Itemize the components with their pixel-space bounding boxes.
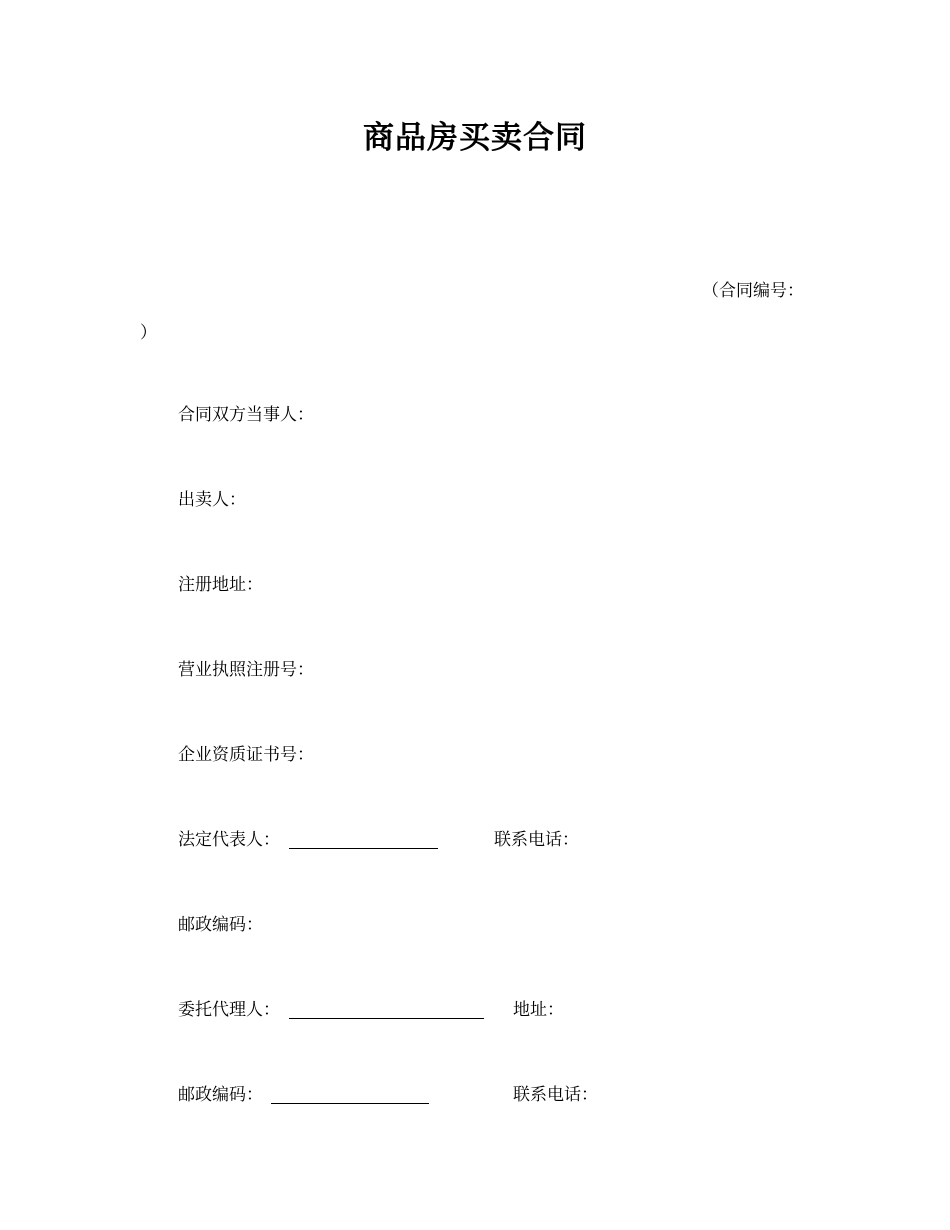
- legal-rep-blank-line[interactable]: [289, 830, 438, 849]
- agent-address-label: 地址：: [513, 1000, 564, 1020]
- agent-blank-line[interactable]: [289, 1000, 484, 1019]
- parties-heading: 合同双方当事人：: [178, 405, 314, 425]
- agent-label: 委托代理人：: [178, 1000, 280, 1020]
- registered-address-label: 注册地址：: [178, 575, 263, 595]
- agent-postal-code-blank-line[interactable]: [271, 1085, 429, 1104]
- postal-code-label: 邮政编码：: [178, 915, 263, 935]
- agent-phone-label: 联系电话：: [513, 1085, 598, 1105]
- contract-number-close: ）: [140, 323, 157, 343]
- legal-rep-phone-label: 联系电话：: [494, 830, 579, 850]
- document-title: 商品房买卖合同: [363, 120, 587, 156]
- contract-number-label: （合同编号：: [702, 281, 804, 301]
- agent-postal-code-label: 邮政编码：: [178, 1085, 263, 1105]
- qualification-cert-label: 企业资质证书号：: [178, 745, 314, 765]
- legal-rep-label: 法定代表人：: [178, 830, 280, 850]
- seller-label: 出卖人：: [178, 490, 246, 510]
- business-license-label: 营业执照注册号：: [178, 660, 314, 680]
